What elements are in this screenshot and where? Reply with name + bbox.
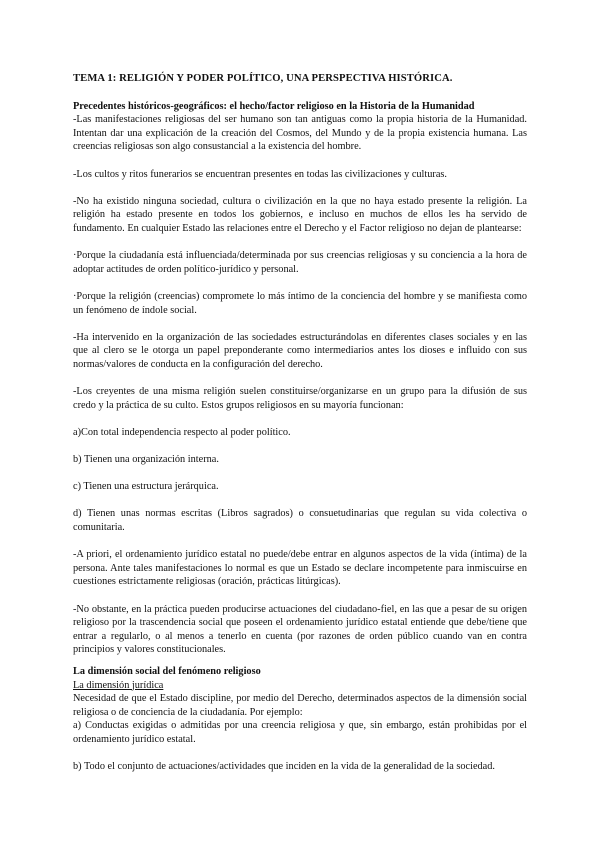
list-item: b) Tienen una organización interna.: [73, 454, 219, 466]
paragraph: -No ha existido ninguna sociedad, cultura o civilización en la que no haya estado presente la religión. La religión ha estado presente en todos los gobiernos, e incluso en muchos de ellos les ha servido de fundamento. En cualquier Estado las relaciones entre el Derecho y el Factor religioso no dejan de plantearse:: [73, 195, 527, 234]
list-item: c) Tienen una estructura jerárquica.: [73, 481, 219, 493]
subheading-dimension-juridica: La dimensión jurídica: [73, 679, 164, 691]
list-item: a) Conductas exigidas o admitidas por una creencia religiosa y que, sin embargo, están prohibidas por el ordenamiento jurídico estatal.: [73, 720, 527, 745]
document-title: TEMA 1: RELIGIÓN Y PODER POLÍTICO, UNA PERSPECTIVA HISTÓRICA.: [73, 73, 453, 84]
paragraph: -A priori, el ordenamiento jurídico estatal no puede/debe entrar en algunos aspectos de la vida (íntima) de la persona. Ante tales manifestaciones lo normal es que un Estado se declare incompetente para inmiscuirse en cuestiones estrictamente religiosas (oración, prácticas litúrgicas).: [73, 549, 527, 588]
paragraph: Necesidad de que el Estado discipline, por medio del Derecho, determinados aspectos de la dimensión social religiosa o de conciencia de la ciudadanía. Por ejemplo:: [73, 693, 527, 718]
paragraph: ·Porque la ciudadanía está influenciada/determinada por sus creencias religiosas y su conciencia a la hora de adoptar actitudes de orden político-jurídico y personal.: [73, 250, 527, 275]
list-item: b) Todo el conjunto de actuaciones/actividades que inciden en la vida de la generalidad de la sociedad.: [73, 761, 495, 773]
paragraph: -No obstante, en la práctica pueden producirse actuaciones del ciudadano-fiel, en las que a pesar de su origen religioso por la trascendencia social que poseen el ordenamiento jurídico estatal entiende que debe/tiene que entrar a regularlo, o al menos a tenerlo en cuenta (por razones de orden público cuando van en contra principios y valores constitucionales.: [73, 603, 527, 656]
paragraph: -Ha intervenido en la organización de las sociedades estructurándolas en diferentes clases sociales y en las que al clero se le otorga un papel preponderante como intermediarios antes los dioses e influido con sus normas/valores de conducta en la configuración del derecho.: [73, 331, 527, 370]
paragraph: -Los creyentes de una misma religión suelen constituirse/organizarse en un grupo para la difusión de sus credo y la práctica de su culto. Estos grupos religiosos en su mayoría funcionan:: [73, 386, 527, 411]
section-heading-dimension-social: La dimensión social del fenómeno religioso: [73, 665, 261, 677]
paragraph: ·Porque la religión (creencias) compromete lo más íntimo de la conciencia del hombre y se manifiesta como un fenómeno de índole social.: [73, 290, 527, 316]
list-item: d) Tienen unas normas escritas (Libros sagrados) o consuetudinarias que regulan su vida colectiva o comunitaria.: [73, 508, 527, 533]
section-heading-precedentes: Precedentes históricos-geográficos: el hecho/factor religioso en la Historia de la Humanidad: [73, 100, 475, 112]
list-item: a)Con total independencia respecto al poder político.: [73, 426, 291, 438]
paragraph: -Los cultos y ritos funerarios se encuentran presentes en todas las civilizaciones y culturas.: [73, 168, 448, 180]
paragraph: -Las manifestaciones religiosas del ser humano son tan antiguas como la propia historia de la Humanidad. Intentan dar una explicación de la creación del Cosmos, del Mundo y de la propia existencia humana. Las creencias religiosas son algo consustancial a la existencia del hombre.: [73, 114, 527, 153]
